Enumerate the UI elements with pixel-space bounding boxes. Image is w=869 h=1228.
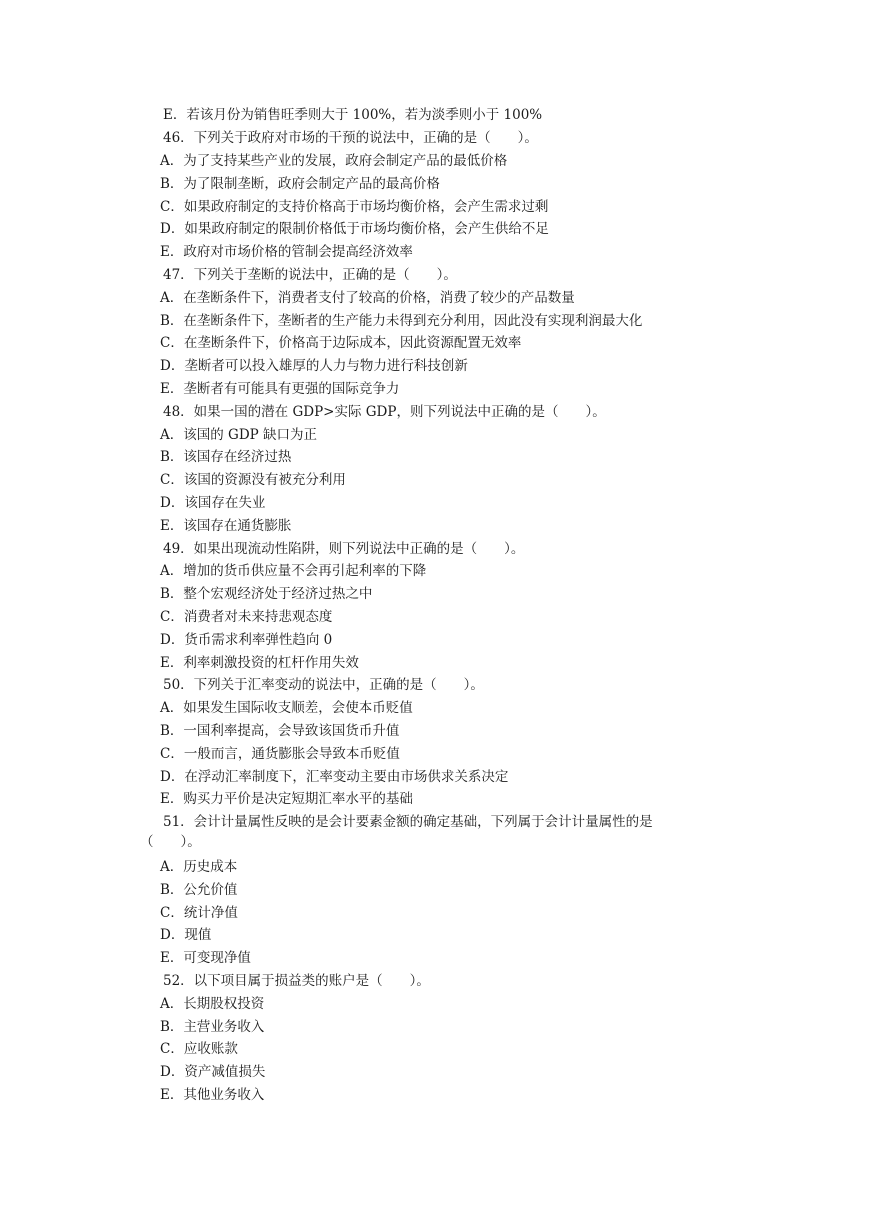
option-line: B．该国存在经济过热 <box>160 449 292 465</box>
option-line: D．如果政府制定的限制价格低于市场均衡价格，会产生供给不足 <box>160 221 549 237</box>
option-line: D．在浮动汇率制度下，汇率变动主要由市场供求关系决定 <box>160 769 509 785</box>
option-line: B．整个宏观经济处于经济过热之中 <box>160 586 373 602</box>
option-line: E．可变现净值 <box>160 950 251 966</box>
option-line: C．在垄断条件下，价格高于边际成本，因此资源配置无效率 <box>160 335 522 351</box>
question-line: 49．如果出现流动性陷阱，则下列说法中正确的是（ ）。 <box>163 541 525 557</box>
option-line: D．垄断者可以投入雄厚的人力与物力进行科技创新 <box>160 358 468 374</box>
option-line: C．应收账款 <box>160 1041 238 1057</box>
option-line: E．垄断者有可能具有更强的国际竞争力 <box>160 381 400 397</box>
option-line: C．统计净值 <box>160 905 238 921</box>
option-line: B．在垄断条件下，垄断者的生产能力未得到充分利用，因此没有实现利润最大化 <box>160 313 643 329</box>
option-line: D．该国存在失业 <box>160 495 266 511</box>
option-line: D．资产减值损失 <box>160 1064 266 1080</box>
option-line: A．增加的货币供应量不会再引起利率的下降 <box>160 563 427 579</box>
option-line: C．一般而言，通货膨胀会导致本币贬值 <box>160 746 400 762</box>
question-line: 51．会计计量属性反映的是会计要素金额的确定基础，下列属于会计计量属性的是 <box>163 814 653 830</box>
option-line: E．若该月份为销售旺季则大于 100%，若为淡季则小于 100% <box>163 107 543 123</box>
option-line: A．如果发生国际收支顺差，会使本币贬值 <box>160 700 413 716</box>
question-line-continued: （ ）。 <box>140 834 201 850</box>
option-line: B．主营业务收入 <box>160 1019 265 1035</box>
option-line: E．政府对市场价格的管制会提高经济效率 <box>160 244 413 260</box>
option-line: B．为了限制垄断，政府会制定产品的最高价格 <box>160 176 440 192</box>
option-line: A．长期股权投资 <box>160 996 265 1012</box>
question-line: 48．如果一国的潜在 GDP>实际 GDP，则下列说法中正确的是（ ）。 <box>163 404 606 420</box>
option-line: E．其他业务收入 <box>160 1087 265 1103</box>
option-line: C．如果政府制定的支持价格高于市场均衡价格，会产生需求过剩 <box>160 199 549 215</box>
option-line: A．在垄断条件下，消费者支付了较高的价格，消费了较少的产品数量 <box>160 290 575 306</box>
question-line: 50．下列关于汇率变动的说法中，正确的是（ ）。 <box>163 677 484 693</box>
question-line: 52．以下项目属于损益类的账户是（ ）。 <box>163 973 430 989</box>
option-line: C．该国的资源没有被充分利用 <box>160 472 346 488</box>
option-line: A．为了支持某些产业的发展，政府会制定产品的最低价格 <box>160 153 508 169</box>
option-line: C．消费者对未来持悲观态度 <box>160 609 333 625</box>
option-line: A．历史成本 <box>160 859 238 875</box>
option-line: D．现值 <box>160 927 212 943</box>
option-line: D．货币需求利率弹性趋向 0 <box>160 632 333 648</box>
option-line: E．利率刺激投资的杠杆作用失效 <box>160 655 359 671</box>
option-line: E．购买力平价是决定短期汇率水平的基础 <box>160 791 413 807</box>
option-line: E．该国存在通货膨胀 <box>160 518 292 534</box>
option-line: B．一国利率提高，会导致该国货币升值 <box>160 723 400 739</box>
question-line: 47．下列关于垄断的说法中，正确的是（ ）。 <box>163 267 457 283</box>
option-line: B．公允价值 <box>160 882 238 898</box>
option-line: A．该国的 GDP 缺口为正 <box>160 427 318 443</box>
question-line: 46．下列关于政府对市场的干预的说法中，正确的是（ ）。 <box>163 130 538 146</box>
